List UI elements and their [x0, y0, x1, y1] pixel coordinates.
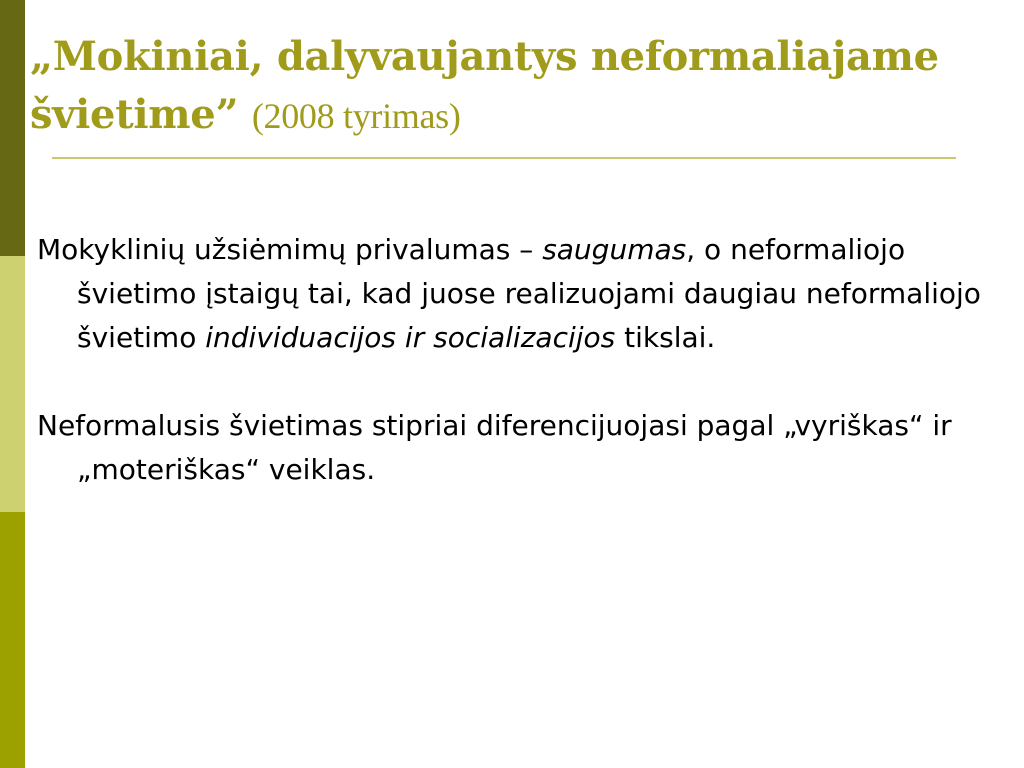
title-divider	[52, 157, 956, 159]
bullet-paragraph-2: Neformalusis švietimas stipriai diferencijuojasi pagal „vyriškas“ ir „moteriškas“ veiklas.	[37, 409, 952, 486]
slide-body	[37, 228, 997, 492]
paragraph-1-text-c: tikslai.	[615, 321, 716, 354]
paragraph-1-emphasis-goals: individuacijos ir socializacijos	[205, 321, 616, 354]
paragraph-1-text-a: Mokyklinių užsiėmimų privalumas –	[37, 233, 543, 266]
decorative-side-bar-bottom	[0, 512, 25, 768]
slide-title-main: „Mokiniai, dalyvaujantys neformaliajame švietime”	[30, 33, 939, 138]
slide-title	[30, 28, 990, 145]
paragraph-1-emphasis-saugumas: saugumas	[542, 233, 687, 266]
decorative-side-bar-top	[0, 0, 25, 256]
slide-title-subtitle: (2008 tyrimas)	[251, 96, 461, 136]
paragraph-1-text-b: , o neformaliojo švietimo įstaigų tai, kad juose realizuojami daugiau neformaliojo švietimo	[77, 233, 981, 354]
bullet-paragraph-1	[37, 228, 997, 360]
decorative-side-bar-middle	[0, 256, 25, 512]
